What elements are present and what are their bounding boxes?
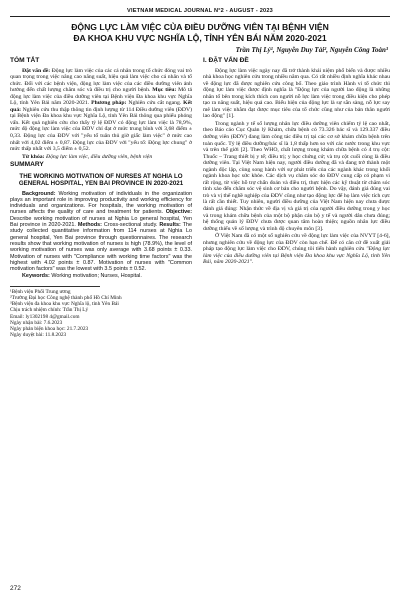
en-background-text: Working motivation of individuals in the organization plays an important role in improving productivity and working efficiency for individuals and organizations. For hospitals, the working motivation of nurses affects the quality of care and treatment for patients. bbox=[10, 190, 192, 216]
footnote-affiliation-3: ³Bệnh viện đa khoa khu vực Nghĩa lộ, tỉnh Yên Bái bbox=[10, 301, 119, 308]
vn-method-text: Nghiên cứu cắt ngang. bbox=[126, 100, 182, 107]
en-objective-label: Objective: bbox=[165, 209, 193, 216]
page-number: 272 bbox=[10, 585, 21, 592]
footnotes bbox=[10, 289, 192, 339]
study-title-quote: "Động lực làm việc của điều dưỡng viên tại Bệnh viện Đa khoa khu vực Nghĩa Lộ, tỉnh Yên Bái, năm 2020-2021". bbox=[203, 246, 390, 266]
vn-method-label: Phương pháp: bbox=[91, 100, 127, 107]
vn-objective-label: Mục tiêu: bbox=[152, 87, 177, 94]
intro-paragraph-3-text: Ở Việt Nam đã có một số nghiên cứu về động lực làm việc của NVYT [4-6], nhưng nghiên cứu về động lực của ĐDV còn hạn chế. Để có căn cứ đề xuất giải pháp tạo động lực làm việc cho ĐDV, chúng tôi tiến hành nghiên cứu bbox=[203, 233, 390, 253]
footnote-reviewed: Ngày phản biện khoa học: 21.7.2023 bbox=[10, 325, 89, 332]
vn-background-label: Đặt vấn đề: bbox=[22, 67, 51, 74]
en-methods-label: Methods: bbox=[77, 222, 102, 229]
footnote-email: Email: ly1302198 4@gmail.com bbox=[10, 313, 80, 320]
vn-keywords bbox=[10, 154, 192, 161]
en-results-label: Results: bbox=[159, 222, 181, 229]
title-line-2: ĐA KHOA KHU VỰC NGHĨA LỘ, TỈNH YÊN BÁI NĂM 2020-2021 bbox=[73, 33, 327, 43]
left-column bbox=[10, 58, 192, 338]
vn-background-text: Động lực làm việc của các cá nhân trong tổ chức đóng vai trò quan trọng trong việc nâng cao năng suất, hiệu quả làm việc cho cá nhân và tổ chức. Đối với các bệnh viện, động lực làm việc của các điều dưỡng viên ảnh hưởng đến chất lượng chăm sóc và điều trị cho người bệnh. bbox=[10, 67, 192, 94]
title-line-1: ĐỘNG LỰC LÀM VIỆC CỦA ĐIỀU DƯỠNG VIÊN TẠI BỆNH VIỆN bbox=[71, 22, 329, 32]
vn-result-text: Nghiên cứu thu thập thông tin định lượng từ 114 Điều dưỡng viên (ĐDV) tại Bệnh viện Đa khoa khu vực Nghĩa Lộ, tỉnh Yên Bái thông qua phiếu phỏng vấn. Kết quả nghiên cứu cho thấy tỷ lệ ĐDV có động lực làm việc là 78,9%, mức độ động lực làm việc của ĐDV chỉ đạt ở mức trung bình với 3,68 điểm ± 0,33. Động lực của ĐDV với "yếu tố tuân thủ giờ giấc làm việc" ở mức cao nhất với 4,02 điểm ± 0,87. Động lực của ĐDV với "yếu tố: Động lực chung" ở mức thấp nhất với 3,5 điểm ± 0,52. bbox=[10, 106, 192, 153]
vn-keywords-text: Động lực làm việc, điều dưỡng viên, bệnh viện bbox=[44, 153, 153, 160]
en-keywords-text: Working motivation; Nurses, Hospital. bbox=[49, 273, 142, 280]
footnote-corresponding: Chịu trách nhiệm chính: Trần Thị Lý bbox=[10, 307, 89, 314]
intro-paragraph-1: Động lực làm việc ngày nay đã trở thành khái niệm phổ biến và được nhiều nhà khoa học nghiên cứu trong nhiều năm qua. Có rất nhiều định nghĩa khác nhau về động lực đã được nghiên cứu công bố. Theo giáo trình Hành vi tổ chức thì động lực làm việc được định nghĩa là "Động lực của người lao động là những nhân tố bên trong kích thích con người nỗ lực làm việc trong điều kiện cho phép tạo ra năng suất, hiệu quả cao. Biểu hiện của động lực là sự sẵn sàng, nỗ lực say mê làm việc nhằm đạt được mục tiêu của tổ chức cũng như của bản thân người lao động" [1]. bbox=[203, 67, 390, 120]
en-abstract bbox=[10, 191, 192, 273]
en-keywords bbox=[10, 273, 192, 279]
abstract-heading-vn: TÓM TẮT bbox=[10, 57, 40, 64]
footnote-accepted: Ngày duyệt bài: 11.8.2023 bbox=[10, 332, 67, 339]
intro-paragraph-3 bbox=[203, 233, 390, 266]
author-list: Trần Thị Lý¹, Nguyễn Duy Tài², Nguyễn Công Toàn³ bbox=[235, 46, 388, 54]
vn-keywords-label: Từ khóa: bbox=[22, 153, 45, 160]
right-column bbox=[203, 58, 390, 267]
header-rule bbox=[10, 16, 390, 17]
en-results-text: The study collected quantitative information from 114 nurses at Nghia Lo general hospital, Yen Bai province through questionnaires. The research results show that working motivation of nurses is high (78.9%), the level of working motivation of nurses was only average with 3.68 points ± 0.33. Motivation of nurses with "Compliance with working time factors" was the highest with 4.02 points ± 0.87. Motivation of nurses with "Common motivation factors" was the lowest with 3.5 points ± 0.52. bbox=[10, 222, 192, 273]
intro-heading: I. ĐẶT VẤN ĐỀ bbox=[203, 57, 249, 64]
english-title: THE WORKING MOTIVATION OF NURSES AT NGHIA LO GENERAL HOSPITAL, YEN BAI PROVINCE IN 2020-2021 bbox=[18, 172, 184, 188]
footnote-affiliation-2: ²Trường Đại học Công nghệ thành phố Hồ Chí Minh bbox=[10, 294, 122, 301]
footnote-received: Ngày nhận bài: 7.6.2023 bbox=[10, 319, 63, 326]
en-background-label: Background: bbox=[22, 190, 56, 197]
journal-header: VIETNAM MEDICAL JOURNAL N°2 - AUGUST - 2023 bbox=[127, 8, 273, 14]
en-methods-text: Cross-sectional study. bbox=[102, 222, 158, 229]
article-title bbox=[30, 22, 370, 44]
vn-objective-text: Mô tả động lực làm việc của điều dưỡng viên tại Bệnh viện Đa khoa khu vực Nghĩa Lộ, tỉnh Yên Bái năm 2020-2021. bbox=[10, 87, 192, 107]
en-keywords-label: Keywords: bbox=[22, 273, 50, 280]
vn-abstract bbox=[10, 68, 192, 153]
en-objective-text: Describe working motivation of nurses at Nghia Lo general hospital, Yen Bai province in 2020-2021. bbox=[10, 215, 192, 229]
intro-paragraph-2: Trong ngành y tế số lượng nhân lực điều dưỡng viên chiếm tỷ lệ cao nhất, theo Báo cáo Cục Quản lý Khám, chữa bệnh có 73.326 bác sĩ và 129.337 điều dưỡng viên (ĐDV) đang làm công tác điều trị tại các cơ sở khám chữa bệnh trên toàn quốc. Tỷ lệ điều dưỡng/bác sĩ là 1,8 thấp hơn so với các nước trong khu vực và trên thế giới [2]. Theo WHO, chất lượng trong khám chữa bệnh có 4 trụ cột: Thuốc – Trang thiết bị y tế; điều trị; y học chứng cứ; và trụ cột cuối cùng là điều dưỡng viên. Tại Việt Nam hiện nay, người điều dưỡng đã và đang trở thành một ngành độc lập, cùng song hành với sự phát triển của các ngành khác trong khối ngành khoa học sức khỏe. Các dịch vụ chăm sóc do ĐDV cung cấp có phạm vi rất rộng, từ việc hỗ trợ chẩn đoán và điều trị, thực hiện các kỹ thuật từ chăm sóc tinh xảo đến chăm sóc vệ sinh cơ bản cho người bệnh. Do vậy, đánh giá đúng vai trò và vị thế nghề nghiệp của ĐDV cũng như tạo động lực để họ làm việc tích cực là rất cần thiết. Tuy nhiên, người điều dưỡng của Việt Nam hiện nay chưa được đánh giá đúng: Nhận thức về địa vị và giá trị của người điều dưỡng trong y học và trong khám chữa bệnh của một bộ phận cán bộ y tế và người dân chưa đúng; hệ thống quản lý ĐDV chưa được quan tâm hoàn thiện; nguồn nhân lực điều dưỡng thiếu về số lượng và trình độ chuyên môn [3]. bbox=[203, 120, 390, 232]
footnote-affiliation-1: ¹Bệnh viện Phổi Trung ương bbox=[10, 288, 71, 295]
summary-heading: SUMMARY bbox=[10, 161, 44, 169]
vn-result-label: Kết quả: bbox=[10, 100, 193, 113]
